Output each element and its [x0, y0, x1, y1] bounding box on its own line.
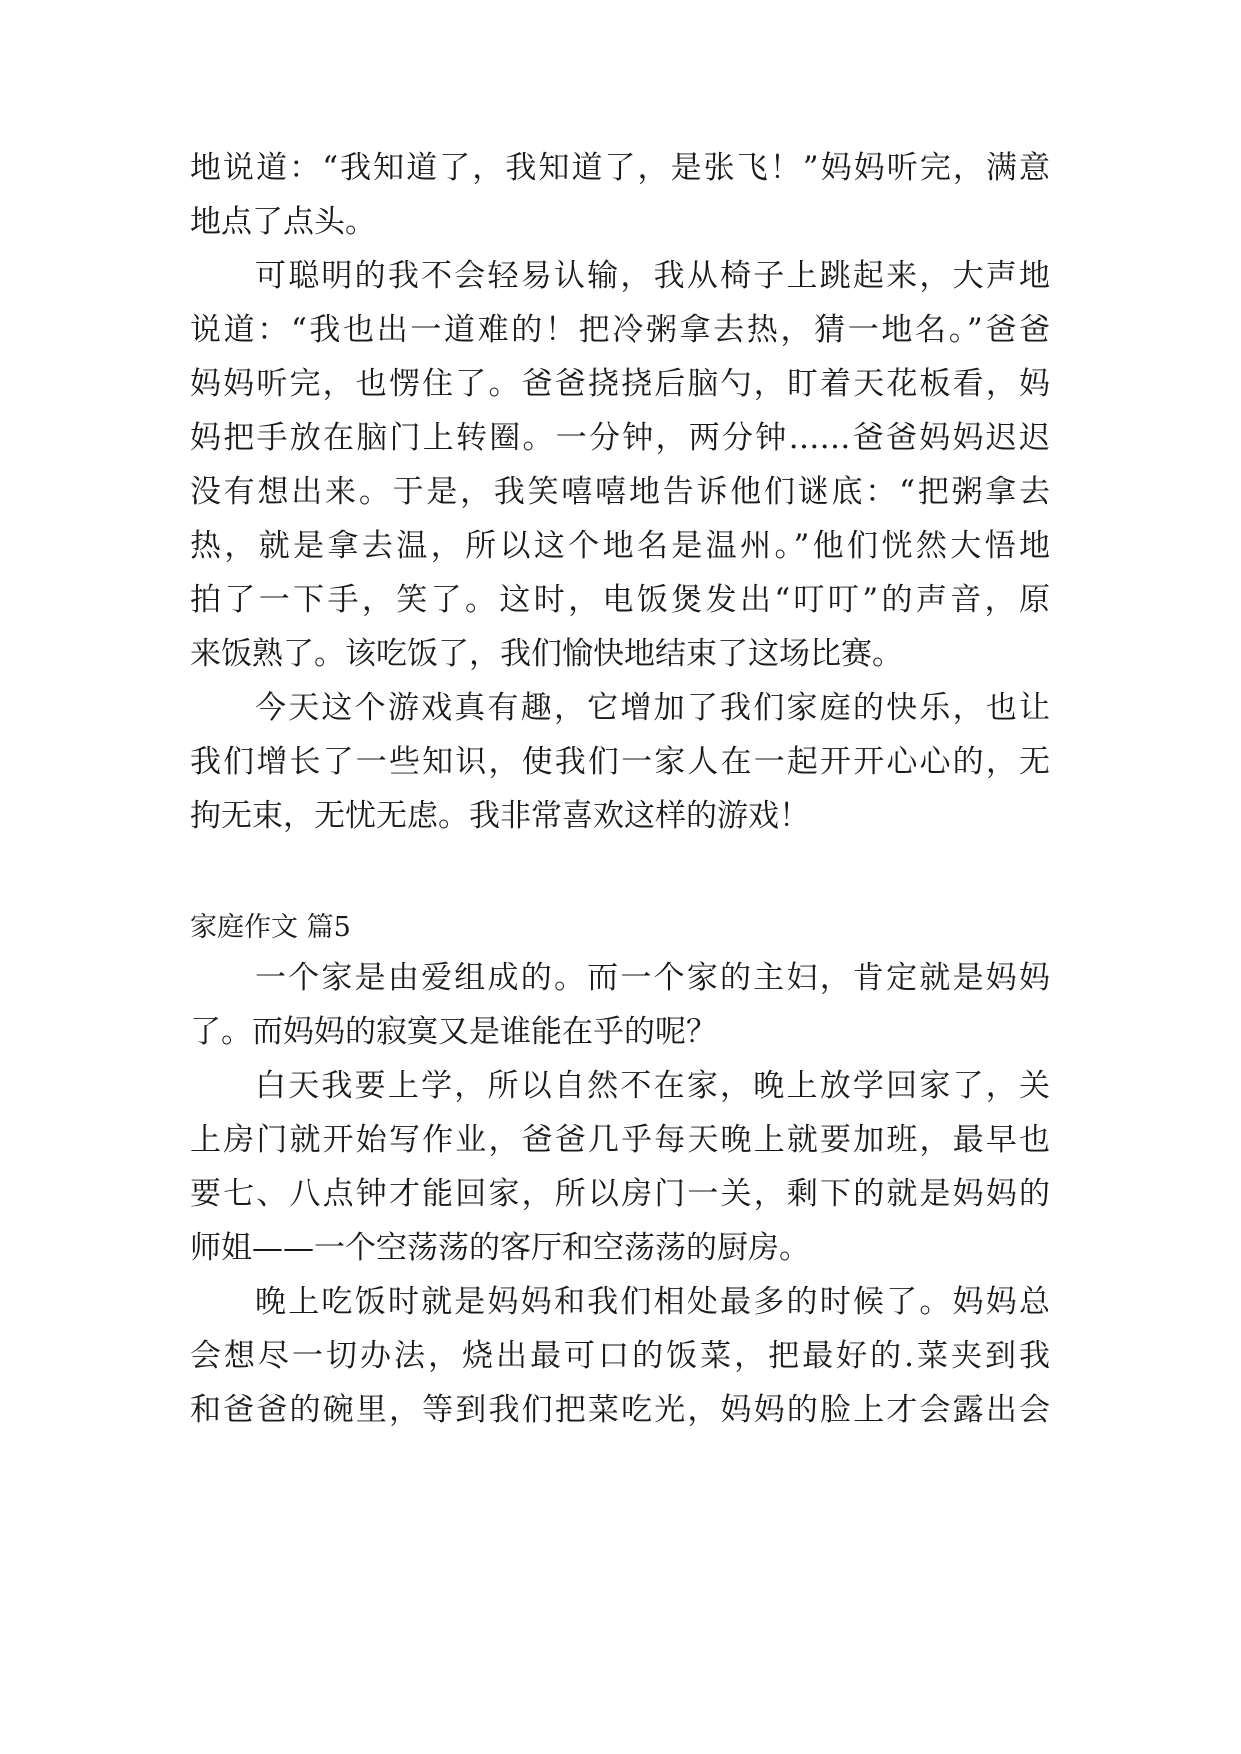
text-line: 拘无束，无忧无虑。我非常喜欢这样的游戏！	[190, 798, 810, 834]
text-line: 了。而妈妈的寂寞又是谁能在乎的呢？	[190, 1014, 717, 1050]
text-line: 要七、八点钟才能回家，所以房门一关，剩下的就是妈妈的	[190, 1176, 1050, 1212]
text-line: 一个家是由爱组成的。而一个家的主妇，肯定就是妈妈	[255, 960, 1050, 996]
text-line: 拍了一下手，笑了。这时，电饭煲发出“叮叮”的声音，原	[190, 582, 1050, 618]
text-line: 晚上吃饭时就是妈妈和我们相处最多的时候了。妈妈总	[255, 1284, 1050, 1320]
text-line: 今天这个游戏真有趣，它增加了我们家庭的快乐，也让	[255, 690, 1050, 726]
text-line: 说道：“我也出一道难的！把冷粥拿去热，猜一地名。”爸爸	[190, 312, 1050, 348]
text-line: 白天我要上学，所以自然不在家，晚上放学回家了，关	[255, 1068, 1050, 1104]
section-heading: 家庭作文 篇5	[190, 912, 351, 943]
text-line: 妈妈听完，也愣住了。爸爸挠挠后脑勺，盯着天花板看，妈	[190, 366, 1050, 402]
text-line: 会想尽一切办法，烧出最可口的饭菜，把最好的.菜夹到我	[190, 1338, 1050, 1374]
text-line: 妈把手放在脑门上转圈。一分钟，两分钟……爸爸妈妈迟迟	[190, 420, 1050, 456]
text-line: 地点了点头。	[190, 204, 376, 240]
text-line: 上房门就开始写作业，爸爸几乎每天晚上就要加班，最早也	[190, 1122, 1050, 1158]
text-line: 热，就是拿去温，所以这个地名是温州。”他们恍然大悟地	[190, 528, 1050, 564]
text-line: 师姐——一个空荡荡的客厅和空荡荡的厨房。	[190, 1230, 810, 1266]
text-line: 地说道：“我知道了，我知道了，是张飞！”妈妈听完，满意	[190, 150, 1050, 186]
text-line: 和爸爸的碗里，等到我们把菜吃光，妈妈的脸上才会露出会	[190, 1392, 1050, 1428]
text-line: 可聪明的我不会轻易认输，我从椅子上跳起来，大声地	[255, 258, 1050, 294]
text-line: 来饭熟了。该吃饭了，我们愉快地结束了这场比赛。	[190, 636, 903, 672]
text-line: 没有想出来。于是，我笑嘻嘻地告诉他们谜底：“把粥拿去	[190, 474, 1050, 510]
text-line: 我们增长了一些知识，使我们一家人在一起开开心心的，无	[190, 744, 1050, 780]
